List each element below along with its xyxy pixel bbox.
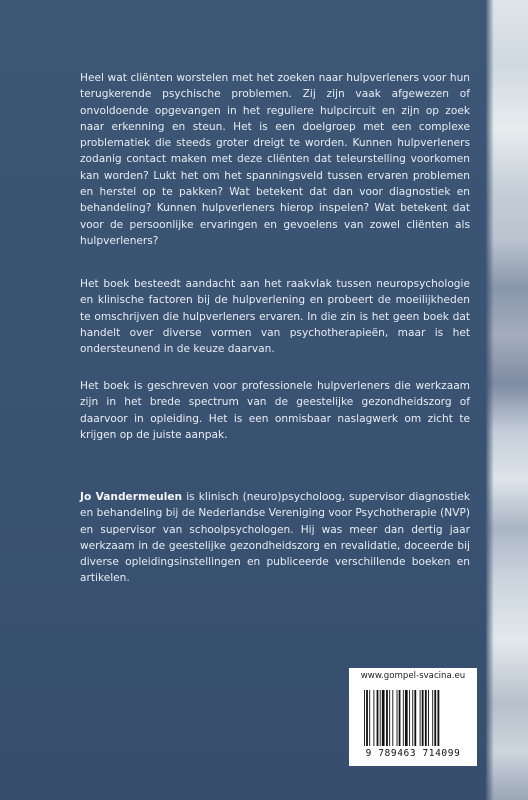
cover-artwork-strip — [486, 0, 528, 800]
blurb-paragraph-1: Heel wat cliënten worstelen met het zoeken naar hulpverleners voor hun terugkerende psychische problemen. Zij zijn vaak afgewezen of onvoldoende opgevangen in het reguliere hulpcircuit en zijn op zoek naar erkenning en steun. Het is een doelgroep met een complexe problematiek die steeds groter dreigt te worden. Kunnen hulpverleners zodanig contact maken met deze cliënten dat teleurstelling voorkomen kan worden? Lukt het om het spanningsveld tussen ervaren problemen en herstel op te pakken? Wat betekent dat dan voor diagnostiek en behandeling? Kunnen hulpverleners hierop inspelen? Wat betekent dat voor de persoonlijke ervaringen en gevoelens van zowel cliënten als hulpverleners? — [80, 72, 470, 247]
blurb-paragraph-3: Het boek is geschreven voor professionele hulpverleners die werkzaam zijn in het brede spectrum van de geestelijke gezondheidszorg of daarvoor in opleiding. Het is een onmisbaar naslagwerk om zicht te krijgen op de juiste aanpak. — [80, 380, 470, 441]
isbn-number: 9 789463 714099 — [365, 748, 461, 759]
publisher-url: www.gompel-svacina.eu — [360, 671, 466, 681]
blurb-paragraph-2: Het boek besteedt aandacht aan het raakvlak tussen neuropsychologie en klinische factoren bij de hulpverlening en probeert de moeilijkheden te omschrijven die hulpverleners ervaren. In die zin is het geen boek dat handelt over diverse vormen van psychotherapieën, maar is het ondersteunend in de keuze daarvan. — [80, 278, 470, 356]
barcode-icon — [363, 690, 463, 746]
author-bio-text: is klinisch (neuro)psycholoog, supervisor diagnostiek en behandeling bij de Nederlandse Vereniging voor Psychotherapie (NVP) en supervisor van schoolpsychologen. Hij was meer dan dertig jaar werkzaam in de geestelijke gezondheidszorg en revalidatie, doceerde bij diverse opleidingsinstellingen en publiceerde verschillende boeken en artikelen. — [80, 491, 470, 585]
author-name: Jo Vandermeulen — [80, 491, 183, 503]
barcode-panel — [349, 668, 477, 766]
author-bio — [80, 489, 470, 587]
